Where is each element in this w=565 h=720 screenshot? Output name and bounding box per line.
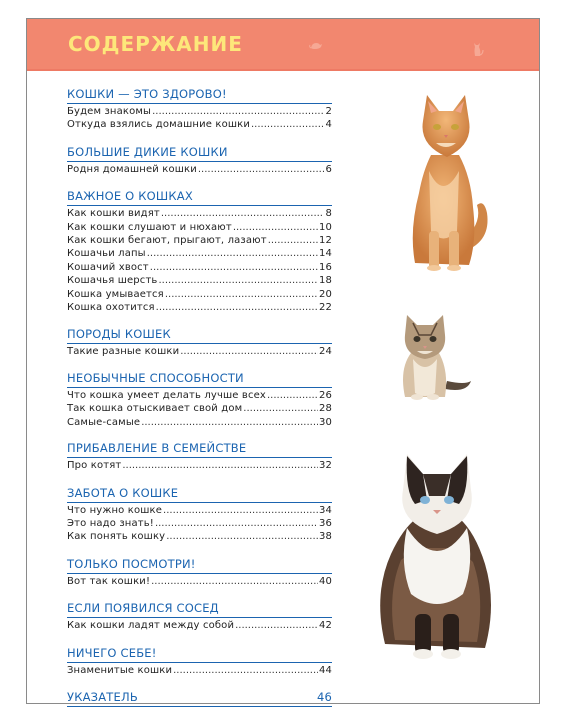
toc-entry-page: 40 <box>318 575 332 587</box>
dot-leader <box>163 504 318 517</box>
toc-entry-page: 44 <box>318 664 332 676</box>
toc-section-title-text: ПРИБАВЛЕНИЕ В СЕМЕЙСТВЕ <box>67 441 247 456</box>
toc-entry[interactable] <box>67 389 332 402</box>
toc-entry-title: Это надо знать! <box>67 517 154 529</box>
toc-entry[interactable] <box>67 664 332 677</box>
toc-entry[interactable] <box>67 416 332 429</box>
toc-section-title[interactable] <box>67 327 332 344</box>
toc-entry-title: Что нужно кошке <box>67 504 163 516</box>
toc-section <box>67 189 332 314</box>
toc-section-title[interactable] <box>67 601 332 618</box>
toc-section-title-text: ЕСЛИ ПОЯВИЛСЯ СОСЕД <box>67 601 219 616</box>
toc-entry-page: 34 <box>318 504 332 516</box>
toc-entry[interactable] <box>67 163 332 176</box>
toc-entry[interactable] <box>67 301 332 314</box>
toc-section-title[interactable] <box>67 690 332 707</box>
toc-section-title[interactable] <box>67 486 332 503</box>
toc-entry-title: Как кошки видят <box>67 208 160 220</box>
toc-entry[interactable] <box>67 105 332 118</box>
dot-leader <box>233 221 318 234</box>
toc-section <box>67 371 332 429</box>
dot-leader <box>267 389 318 402</box>
toc-entry-page: 38 <box>318 531 332 543</box>
toc-entry-title: Будем знакомы <box>67 106 152 117</box>
toc-section <box>67 601 332 632</box>
toc-entry[interactable] <box>67 575 332 588</box>
mouse-icon <box>309 39 323 51</box>
toc-entry-page: 24 <box>318 346 332 358</box>
dot-leader <box>155 517 318 530</box>
toc-entry[interactable] <box>67 274 332 287</box>
toc-entry[interactable] <box>67 402 332 415</box>
toc-entry-page: 6 <box>325 163 332 175</box>
ginger-cat-photo <box>387 81 497 271</box>
toc-entry-page: 16 <box>318 261 332 273</box>
toc-entry-title: Как понять кошку <box>67 531 166 543</box>
toc-entry-page: 12 <box>318 235 332 247</box>
toc-entry[interactable] <box>67 530 332 543</box>
dot-leader <box>235 619 318 632</box>
toc-entry[interactable] <box>67 504 332 517</box>
toc-section <box>67 441 332 472</box>
toc-section-title-text: КОШКИ — ЭТО ЗДОРОВО! <box>67 87 227 101</box>
toc-section-title-text: ТОЛЬКО ПОСМОТРИ! <box>67 556 196 571</box>
toc-entry-title: Кошачий хвост <box>67 261 149 273</box>
toc-section-title[interactable] <box>67 189 332 206</box>
toc-section-title[interactable] <box>67 371 332 388</box>
kitten-photo <box>383 309 475 401</box>
toc-entry-page: 30 <box>318 416 332 428</box>
toc-section-title-text: ПОРОДЫ КОШЕК <box>67 327 171 342</box>
toc-entry-title: Такие разные кошки <box>67 346 180 358</box>
toc-section-title[interactable] <box>67 646 332 663</box>
dot-leader <box>141 416 318 429</box>
toc-entry-title: Как кошки слушают и нюхают <box>67 221 232 233</box>
dot-leader <box>161 207 325 220</box>
toc-section <box>67 486 332 544</box>
dot-leader <box>166 530 318 543</box>
toc-section <box>67 87 332 132</box>
toc-section-title-text: ЗАБОТА О КОШКЕ <box>67 485 179 500</box>
toc-section <box>67 145 332 176</box>
ragdoll-cat-photo <box>367 444 507 669</box>
toc-section <box>67 557 332 588</box>
toc-entry-page: 8 <box>325 208 332 220</box>
toc-entry-title: Самые-самые <box>67 416 141 428</box>
dot-leader <box>180 345 318 358</box>
toc-entry-title: Про котят <box>67 460 122 472</box>
toc-entry[interactable] <box>67 118 332 131</box>
toc-entry-title: Знаменитые кошки <box>67 664 173 676</box>
toc-entry-page: 4 <box>325 119 332 131</box>
toc-entry-title: Что кошка умеет делать лучше всех <box>67 389 266 401</box>
toc-entry[interactable] <box>67 207 332 220</box>
toc-section-title-text: НИЧЕГО СЕБЕ! <box>67 645 157 660</box>
toc-entry[interactable] <box>67 619 332 632</box>
toc-entry-page: 18 <box>318 275 332 287</box>
toc-entry-title: Кошачьи лапы <box>67 248 146 260</box>
toc-section <box>67 327 332 358</box>
toc-section <box>67 690 332 707</box>
toc-entry-page: 20 <box>318 288 332 300</box>
contents-header <box>27 19 539 71</box>
table-of-contents <box>67 87 332 708</box>
dot-leader <box>150 261 318 274</box>
dot-leader <box>152 105 324 118</box>
toc-section-title[interactable] <box>67 145 332 162</box>
toc-entry-page: 2 <box>325 106 332 117</box>
toc-entry[interactable] <box>67 234 332 247</box>
toc-entry-title: Кошачья шерсть <box>67 275 158 287</box>
toc-entry-title: Откуда взялись домашние кошки <box>67 119 250 131</box>
toc-entry-title: Кошка охотится <box>67 302 155 314</box>
toc-entry[interactable] <box>67 261 332 274</box>
toc-section-title-text: ВАЖНОЕ О КОШКАХ <box>67 189 193 204</box>
dot-leader <box>173 664 318 677</box>
dot-leader <box>158 274 318 287</box>
toc-entry-title: Так кошка отыскивает свой дом <box>67 403 243 415</box>
dot-leader <box>151 575 318 588</box>
toc-entry-page: 32 <box>318 460 332 472</box>
toc-entry[interactable] <box>67 288 332 301</box>
dot-leader <box>156 301 318 314</box>
toc-section-page: 46 <box>316 689 332 704</box>
toc-section-title[interactable] <box>67 441 332 458</box>
toc-entry[interactable] <box>67 459 332 472</box>
page-title: СОДЕРЖАНИЕ <box>68 32 243 56</box>
toc-entry-page: 22 <box>318 302 332 314</box>
toc-section-title-text: НЕОБЫЧНЫЕ СПОСОБНОСТИ <box>67 370 244 385</box>
dot-leader <box>251 118 325 131</box>
dot-leader <box>165 288 318 301</box>
dot-leader <box>147 247 318 260</box>
dot-leader <box>268 234 318 247</box>
cat-silhouette-icon <box>467 39 485 57</box>
dot-leader <box>243 402 318 415</box>
toc-entry[interactable] <box>67 517 332 530</box>
toc-section-title-text: БОЛЬШИЕ ДИКИЕ КОШКИ <box>67 144 228 159</box>
toc-entry[interactable] <box>67 247 332 260</box>
toc-section-title[interactable] <box>67 87 332 104</box>
toc-entry-page: 14 <box>318 248 332 260</box>
toc-entry-title: Родня домашней кошки <box>67 163 197 175</box>
toc-section-title-text: УКАЗАТЕЛЬ <box>67 689 138 704</box>
toc-entry-title: Вот так кошки! <box>67 575 151 587</box>
toc-entry-title: Кошка умывается <box>67 288 164 300</box>
toc-entry[interactable] <box>67 345 332 358</box>
dot-leader <box>122 459 318 472</box>
toc-section-title[interactable] <box>67 557 332 574</box>
toc-section <box>67 646 332 677</box>
toc-entry-page: 26 <box>318 389 332 401</box>
toc-entry[interactable] <box>67 221 332 234</box>
toc-entry-title: Как кошки бегают, прыгают, лазают <box>67 235 267 247</box>
toc-entry-page: 36 <box>318 517 332 529</box>
toc-entry-title: Как кошки ладят между собой <box>67 620 235 632</box>
dot-leader <box>198 163 325 176</box>
toc-entry-page: 10 <box>318 221 332 233</box>
toc-entry-page: 42 <box>318 620 332 632</box>
toc-entry-page: 28 <box>318 403 332 415</box>
book-page <box>26 18 540 704</box>
